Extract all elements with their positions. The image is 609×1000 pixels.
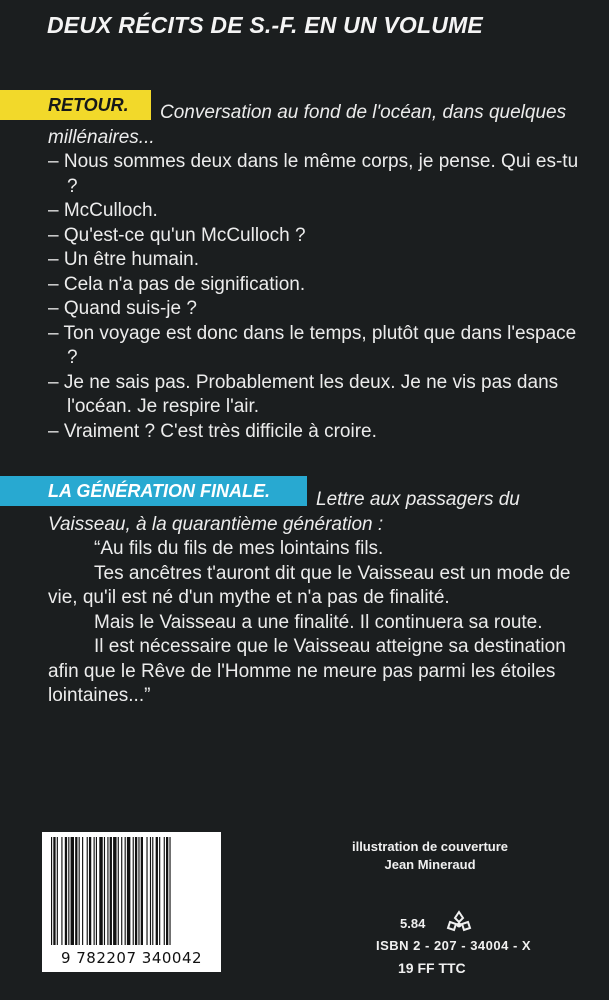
dialogue-line: – Ton voyage est donc dans le temps, plutôt que dans l'espace ? bbox=[48, 322, 577, 368]
barcode-bar bbox=[68, 837, 69, 945]
dialogue-line: – Quand suis-je ? bbox=[48, 298, 197, 319]
letter-paragraph: Tes ancêtres t'auront dit que le Vaisseau est un mode de vie, qu'il est né d'un mythe et n'a pas de finalité. bbox=[48, 562, 571, 608]
barcode-bar bbox=[71, 837, 74, 945]
barcode-bar bbox=[138, 837, 139, 945]
barcode-bar bbox=[141, 837, 143, 945]
illustration-credit bbox=[340, 838, 520, 874]
barcode-bar bbox=[57, 837, 58, 945]
dialogue-line: – Qu'est-ce qu'un McCulloch ? bbox=[48, 224, 306, 246]
barcode-bar bbox=[96, 837, 97, 945]
letter-paragraph: Il est nécessaire que le Vaisseau atteigne sa destination afin que le Rêve de l'Homme ne meure pas parmi les étoiles lointaines...” bbox=[48, 636, 566, 706]
barcode-bar bbox=[99, 837, 102, 945]
story2-tag: LA GÉNÉRATION FINALE. bbox=[0, 476, 307, 506]
barcode-bar bbox=[164, 837, 165, 945]
barcode bbox=[42, 832, 221, 972]
barcode-bar bbox=[75, 837, 77, 945]
credit-artist: Jean Mineraud bbox=[384, 857, 476, 872]
barcode-bar bbox=[89, 837, 91, 945]
barcode-bar bbox=[150, 837, 151, 945]
barcode-bar bbox=[133, 837, 134, 945]
dialogue-line: – Je ne sais pas. Probablement les deux. Je ne vis pas dans l'océan. Je respire l'air. bbox=[48, 371, 559, 417]
barcode-bar bbox=[135, 837, 137, 945]
cover-title: DEUX RÉCITS DE S.-F. EN UN VOLUME bbox=[47, 12, 483, 38]
story1-tag: RETOUR. bbox=[0, 90, 151, 120]
barcode-bar bbox=[169, 837, 170, 945]
barcode-bar bbox=[146, 837, 147, 945]
barcode-bar bbox=[53, 837, 55, 945]
barcode-bar bbox=[79, 837, 80, 945]
barcode-bar bbox=[94, 837, 95, 945]
barcode-bar bbox=[61, 837, 62, 945]
barcode-bars bbox=[45, 835, 218, 947]
story1-dialogue bbox=[48, 150, 588, 444]
dialogue-line: – Cela n'a pas de signification. bbox=[48, 273, 306, 295]
barcode-bar bbox=[110, 837, 112, 945]
barcode-bar bbox=[166, 837, 168, 945]
barcode-bar bbox=[82, 837, 83, 945]
story1-text bbox=[48, 101, 588, 444]
barcode-bar bbox=[65, 837, 67, 945]
story1-intro: Conversation au fond de l'océan, dans quelques millénaires... bbox=[48, 102, 567, 148]
barcode-bar bbox=[127, 837, 130, 945]
barcode-bar bbox=[121, 837, 122, 945]
barcode-bar bbox=[87, 837, 88, 945]
barcode-bar bbox=[156, 837, 158, 945]
dialogue-line: – Vraiment ? C'est très difficile à croire. bbox=[48, 420, 377, 442]
barcode-bar bbox=[113, 837, 116, 945]
price: 19 FF TTC bbox=[398, 960, 466, 976]
barcode-bar bbox=[125, 837, 126, 945]
credit-label: illustration de couverture bbox=[351, 839, 509, 854]
isbn: ISBN 2 - 207 - 34004 - X bbox=[376, 938, 532, 953]
barcode-bar bbox=[152, 837, 153, 945]
barcode-bar bbox=[118, 837, 119, 945]
dialogue-line: – McCulloch. bbox=[48, 200, 158, 221]
letter-paragraph: “Au fils du fils de mes lointains fils. bbox=[94, 538, 384, 559]
letter-paragraph: Mais le Vaisseau a une finalité. Il continuera sa route. bbox=[94, 611, 543, 633]
barcode-digits: 9 782207 340042 bbox=[45, 949, 218, 967]
barcode-bar bbox=[159, 837, 160, 945]
price-code: 5.84 bbox=[400, 916, 426, 931]
publisher-logo-icon bbox=[446, 910, 472, 934]
dialogue-line: – Nous sommes deux dans le même corps, je pense. Qui es-tu ? bbox=[48, 151, 579, 197]
dialogue-line: – Un être humain. bbox=[48, 249, 200, 270]
barcode-bar bbox=[107, 837, 108, 945]
barcode-bar bbox=[51, 837, 52, 945]
story2-intro: Lettre aux passagers du Vaisseau, à la quarantième génération : bbox=[48, 489, 520, 535]
story2-text bbox=[48, 488, 573, 709]
barcode-bar bbox=[104, 837, 105, 945]
